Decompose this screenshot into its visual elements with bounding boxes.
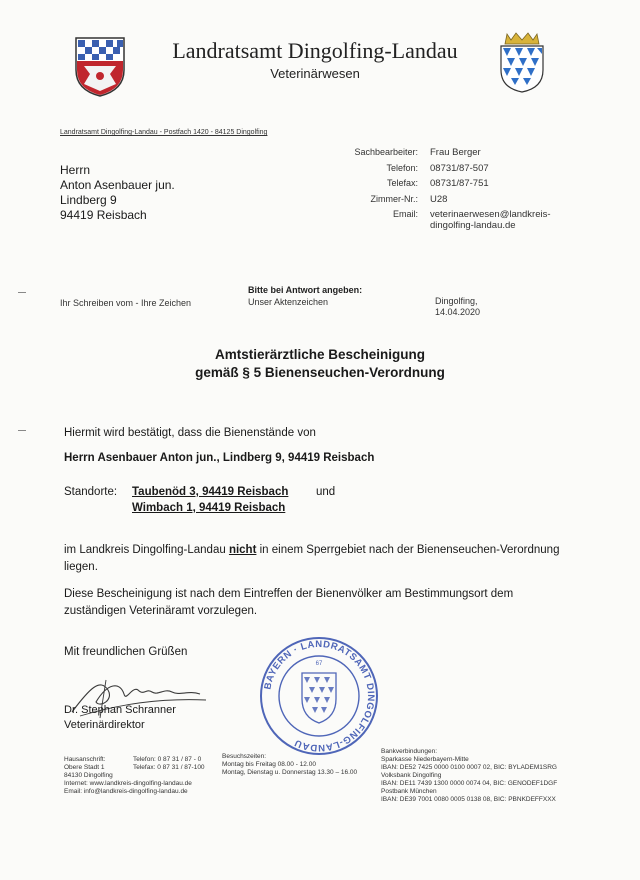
footer-hours [222,753,357,777]
email-line-2: dingolfing-landau.de [430,220,516,231]
main-statement [64,542,564,576]
footer-bank1-name: Sparkasse Niederbayern-Mitte [381,756,469,763]
locations-and: und [316,486,336,498]
closing-greeting: Mit freundlichen Grüßen [64,646,188,658]
recipient-city: 94419 Reisbach [60,208,147,222]
main-statement-emphasis: nicht [228,544,257,556]
fold-mark [18,430,26,431]
fax-value: 08731/87-751 [430,178,489,189]
phone-label: Telefon: [386,162,418,173]
footer-hours-2: Montag, Dienstag u. Donnerstag 13.30 – 16.00 [222,769,358,776]
reply-hint: Bitte bei Antwort angeben: [248,285,363,295]
room-label: Zimmer-Nr.: [370,193,418,204]
document-title-line-2: gemäß § 5 Bienenseuchen-Verordnung [195,365,445,380]
forwarding-note: Diese Bescheinigung ist nach dem Eintreffen der Bienenvölker am Bestimmungsort dem zuständigen Veterinäramt vorzulegen. [64,588,514,617]
footer-hours-label: Besuchszeiten: [222,753,267,760]
email-label: Email: [392,209,418,219]
main-statement-pre: im Landkreis Dingolfing-Landau [64,544,229,556]
main-statement-post: in einem Sperrgebiet nach der Bienenseuchen-Verordnung liegen. [64,544,560,573]
document-title [120,346,520,382]
place: Dingolfing, [435,296,478,306]
recipient-street: Lindberg 9 [60,193,117,207]
footer-email: Email: info@landkreis-dingolfing-landau.de [64,788,188,795]
signatory-name: Dr. Stephan Schranner [64,704,176,716]
footer-phone: Telefon: 0 87 31 / 87 - 0 [133,756,202,763]
footer-bank1-iban: IBAN: DE52 7425 0000 0100 0007 02, BIC: BYLADEM1SRG [381,764,557,771]
footer-phone-block [133,756,205,772]
footer-bank-label: Bankverbindungen: [381,748,438,755]
contact-labels [330,145,418,223]
recipient-salutation: Herrn [60,163,91,177]
phone-value: 08731/87-507 [430,162,489,174]
footer-address-city: 84130 Dingolfing [64,772,113,779]
our-reference-label: Unser Aktenzeichen [248,297,329,307]
official-stamp-icon [258,635,380,757]
clerk-value: Frau Berger [430,147,481,158]
fold-mark [18,292,26,293]
fax-label: Telefax: [386,178,418,188]
email-value [430,207,551,231]
your-reference-label: Ihr Schreiben vom - Ihre Zeichen [60,298,192,308]
footer-bank2-iban: IBAN: DE11 7439 1300 0000 0074 04, BIC: GENODEF1DGF [381,780,558,787]
stamp-number: 67 [315,661,323,667]
stamp-text: BAYERN · LANDRATSAMT DINGOLFING-LANDAU [262,638,377,754]
clerk-label: Sachbearbeiter: [354,147,418,157]
recipient-address [60,163,175,223]
place-date [435,296,480,318]
bavaria-coat-of-arms-icon [497,30,547,94]
signatory [64,703,176,733]
recipient-name: Anton Asenbauer jun. [60,178,175,192]
footer-bank [381,748,557,804]
room-value: U28 [430,193,448,205]
beekeeper-line: Herrn Asenbauer Anton jun., Lindberg 9, 94419 Reisbach [64,452,375,464]
contact-values [430,145,551,231]
district-coat-of-arms-icon [74,36,126,98]
department-subtitle: Veterinärwesen [270,66,360,81]
page-title: Landratsamt Dingolfing-Landau [172,38,458,63]
confirmation-text: Hiermit wird bestätigt, dass die Bienenstände von [64,427,316,439]
document-title-line-1: Amtstierärztliche Bescheinigung [214,347,426,362]
location-2: Wimbach 1, 94419 Reisbach [132,502,286,514]
email-line-1: veterinaerwesen@landkreis- [430,209,551,220]
locations-label: Standorte: [64,486,118,498]
location-1: Taubenöd 3, 94419 Reisbach [132,486,289,498]
footer-fax: Telefax: 0 87 31 / 87-100 [133,764,205,771]
return-address: Landratsamt Dingolfing-Landau - Postfach 1420 - 84125 Dingolfing [60,129,268,136]
footer-internet: Internet: www.landkreis-dingolfing-landau.de [64,780,192,787]
footer-address-street: Obere Stadt 1 [64,764,105,771]
footer-bank3-name: Postbank München [381,788,437,795]
footer-hours-1: Montag bis Freitag 08.00 - 12.00 [222,761,316,768]
footer-bank2-name: Volksbank Dingolfing [381,772,442,779]
date: 14.04.2020 [435,307,481,317]
footer-address-label: Hausanschrift: [64,756,106,763]
signatory-role: Veterinärdirektor [64,719,145,731]
footer-bank3-iban: IBAN: DE39 7001 0080 0005 0138 08, BIC: PBNKDEFFXXX [381,796,556,803]
